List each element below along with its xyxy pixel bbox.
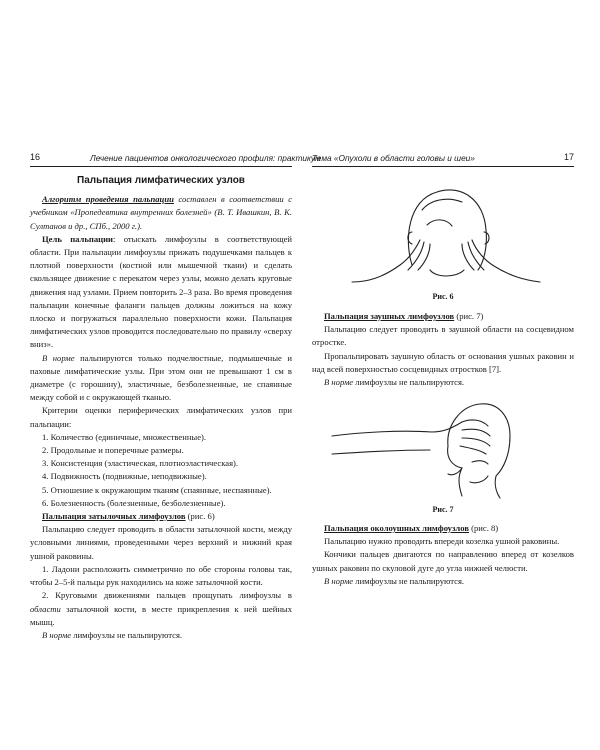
postauricular-ref: (рис. 7): [454, 311, 484, 321]
algorithm-label: Алгоритм проведения пальпации: [42, 194, 174, 205]
parotid-text-1: Пальпацию нужно проводить впереди козелка ушной раковины.: [324, 536, 560, 547]
occipital-step-2: 2. Круговыми движениями пальцев прощупать лимфоузлы в области затылочной кости, в месте прикрепления к ней шейных мышц.: [30, 590, 292, 627]
occipital-text: Пальпацию следует проводить в области затылочной кости, между условными линиями, проведенными через верхний и нижний края ушной раковины.: [30, 524, 292, 561]
arm: [332, 422, 462, 436]
left-running-header: [30, 150, 321, 167]
left-hand: [352, 240, 420, 282]
postauricular-heading: Пальпация заушных лимфоузлов: [324, 311, 455, 321]
occipital-ref: (рис. 6): [185, 511, 215, 522]
postauricular-heading-line: [312, 310, 574, 323]
criteria-item: 6. Болезненность (болезненные, безболезненные).: [42, 497, 226, 508]
norm-italic: В норме: [42, 352, 75, 363]
norm2-text: лимфоузлы не пальпируются.: [71, 629, 183, 640]
left-page-number: 16: [30, 152, 41, 162]
criteria-intro: Критерии оценки периферических лимфатических узлов при пальпации:: [30, 405, 292, 429]
right-norm2-paragraph: В норме лимфоузлы не пальпируются.: [324, 575, 465, 586]
figure-6-illustration: [312, 170, 574, 288]
norm2-paragraph: [30, 629, 292, 642]
left-running-title: Лечение пациентов онкологического профиля: практикум: [90, 153, 321, 163]
occipital-heading-line: [30, 510, 292, 523]
algorithm-paragraph: [30, 193, 292, 233]
criteria-item: 3. Консистенция (эластическая, плотноэластическая).: [42, 458, 239, 469]
right-running-header: [312, 150, 574, 167]
figure-6-caption: Рис. 6: [432, 292, 454, 301]
norm2-italic: В норме: [42, 629, 72, 640]
right-body-1: [312, 310, 574, 389]
postauricular-text-2: Пропальпировать заушную область от основания ушных раковин и над всей поверхностью сосцевидных отростков [7].: [312, 350, 574, 374]
right-running-title: Тема «Опухоли в области головы и шеи»: [312, 153, 475, 163]
parotid-heading: Пальпация околоушных лимфоузлов: [324, 523, 469, 533]
parotid-heading-line: [312, 522, 574, 535]
norm-text: пальпируются только подчелюстные, подмышечные и паховые лимфатические узлы. При этом они не превышают 1 см в диаметре (с горошину), эластичные, безболезненные, не спаянные между собой и с окружающей тканью.: [30, 352, 292, 403]
criteria-item: 1. Количество (единичные, множественные).: [42, 431, 207, 442]
section-title: Пальпация лимфатических узлов: [77, 175, 245, 186]
goal-paragraph: [30, 233, 292, 352]
figure-7-illustration: [312, 388, 574, 500]
right-norm-paragraph: В норме лимфоузлы не пальпируются.: [324, 377, 465, 388]
left-page: [30, 150, 321, 640]
criteria-list: [30, 431, 292, 510]
parotid-ref: (рис. 8): [468, 523, 499, 533]
postauricular-text-1: Пальпацию следует проводить в заушной области на сосцевидном отростке.: [312, 324, 574, 348]
goal-label: Цель пальпации: [42, 233, 113, 244]
right-page: [312, 150, 574, 610]
algorithm-text: составлен в соответствии с учебником «Пропедевтика внутренних болезней» (В. Т. Ивашкин, В. К. Султанов и др., СПб., 2000 г.).: [30, 194, 293, 231]
criteria-item: 5. Отношение к окружающим тканям (спаянные, неспаянные).: [42, 484, 272, 495]
norm-paragraph: [30, 352, 292, 405]
criteria-item: 4. Подвижность (подвижные, неподвижные).: [42, 471, 207, 482]
criteria-item: 2. Продольные и поперечные размеры.: [42, 445, 184, 456]
left-page-body: [30, 174, 292, 642]
parotid-text-2: Кончики пальцев двигаются по направлению вперед от козелков ушных раковин по скуловой дуге до угла нижней челюсти.: [312, 549, 574, 573]
occipital-step-1: 1. Ладони расположить симметрично по обе стороны головы так, чтобы 2–5-й пальцы рук находились на коже затылочной кости.: [30, 563, 292, 588]
occipital-heading: Пальпация затылочных лимфоузлов: [42, 511, 186, 522]
figure-7-caption: Рис. 7: [432, 505, 454, 514]
right-body-2: [312, 522, 574, 588]
goal-text: : отыскать лимфоузлы в соответствующей области. При пальпации лимфоузлы прижать подушечками пальцев к плотной поверхности (костной или мышечной ткани) и сделать скользящее движение с перекатом через узлы, можно делать круговые движения над узлами. Прием повторить 2–3 раза. Во время проведения пальпации конечные фаланги пальцев должны ложиться на кожу плоско и погружаться параллельно поверхности кожи. Пальпация лимфатических узлов проводится последовательно по правилу «сверху вниз».: [30, 233, 292, 350]
right-page-number: 17: [563, 152, 574, 162]
